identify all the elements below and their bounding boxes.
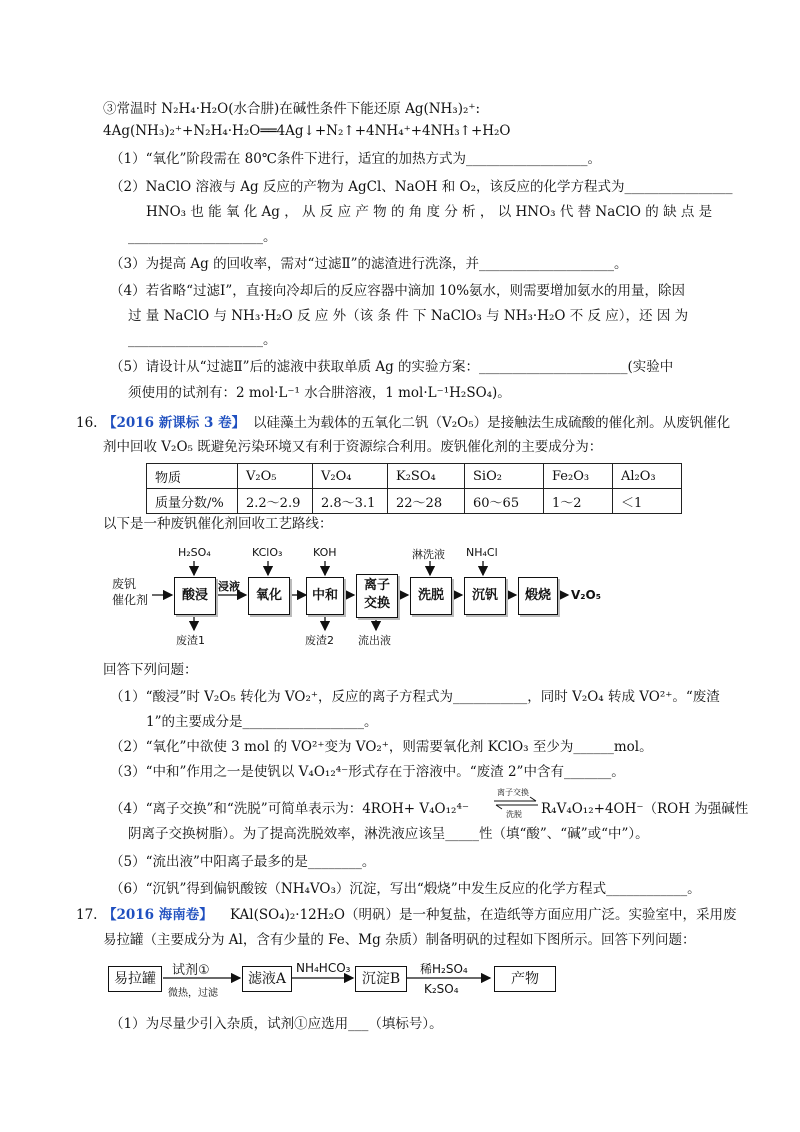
table-cell: 2.2～2.9 bbox=[238, 489, 313, 514]
heat-filter-label: 微热，过滤 bbox=[168, 988, 218, 999]
q16-sub1-line2: 1”的主要成分是__________________。 bbox=[146, 714, 378, 730]
flow-step-calcine: 煅烧 bbox=[518, 577, 558, 615]
q16-sub3: （3）“中和”作用之一是使钒以 V₄O₁₂⁴⁻形式存在于溶液中。“废渣 2”中含有_______。 bbox=[110, 764, 625, 780]
flow-start-label: 废钒 催化剂 bbox=[112, 577, 149, 607]
box-filtrate-a: 滤液A bbox=[242, 966, 292, 992]
table-cell: V₂O₄ bbox=[313, 464, 388, 489]
table-cell: 60～65 bbox=[465, 489, 544, 514]
outflow-liquid: 流出液 bbox=[358, 634, 391, 647]
q17-source-tag: 【2016 海南卷】 bbox=[103, 907, 213, 923]
q15-sub3: （3）为提高 Ag 的回收率，需对“过滤Ⅱ”的滤渣进行洗涤，并____________________。 bbox=[110, 256, 628, 272]
eq-label-elution: 洗脱 bbox=[506, 810, 522, 819]
q16-sub4-line2: 阴离子交换树脂）。为了提高洗脱效率，淋洗液应该呈_____性（填“酸”、“碱”或“中”）。 bbox=[128, 826, 649, 842]
intro-equation: 4Ag(NH₃)₂⁺+N₂H₄·H₂O══4Ag↓+N₂↑+4NH₄⁺+4NH₃↑+H₂O bbox=[103, 123, 511, 139]
q16-sub4-line1-pre: （4）“离子交换”和“洗脱”可简单表示为：4ROH+ V₄O₁₂⁴⁻ bbox=[110, 801, 469, 817]
table-cell: SiO₂ bbox=[465, 464, 544, 489]
table-cell: Al₂O₃ bbox=[613, 464, 682, 489]
flow-step-oxidation: 氧化 bbox=[248, 577, 290, 615]
q17-sub1: （1）为尽量少引入杂质，试剂①应选用___（填标号）。 bbox=[110, 1016, 443, 1032]
q15-sub4-line3: ____________________。 bbox=[128, 332, 277, 348]
reagent-koh: KOH bbox=[313, 546, 337, 559]
k2so4-label: K₂SO₄ bbox=[424, 982, 459, 996]
route-intro: 以下是一种废钒催化剂回收工艺路线： bbox=[103, 516, 333, 532]
flow-step-elution: 洗脱 bbox=[410, 577, 452, 615]
q17-stem-line1: KAl(SO₄)₂·12H₂O（明矾）是一种复盐，在造纸等方面应用广泛。实验室中，采用废 bbox=[230, 907, 737, 923]
q15-sub2-line2: HNO₃ 也 能 氧 化 Ag ， 从 反 应 产 物 的 角 度 分 析 ， 以 HNO₃ 代 替 NaClO 的 缺 点 是 bbox=[146, 204, 713, 220]
flow-step-ion-exchange: 离子 交换 bbox=[356, 574, 398, 618]
q17-stem-line2: 易拉罐（主要成分为 Al，含有少量的 Fe、Mg 杂质）制备明矾的过程如下图所示。回答下列问题： bbox=[103, 932, 696, 948]
q16-stem-line2: 剂中回收 V₂O₅ 既避免污染环境又有利于资源综合利用。废钒催化剂的主要成分为： bbox=[103, 439, 603, 455]
box-cans: 易拉罐 bbox=[108, 966, 162, 992]
reagent-kclo3: KClO₃ bbox=[252, 546, 283, 559]
q16-source-tag: 【2016 新课标 3 卷】 bbox=[103, 415, 246, 431]
table-cell: 22～28 bbox=[388, 489, 465, 514]
table-cell: 2.8～3.1 bbox=[313, 489, 388, 514]
intro-line-1: ③常温时 N₂H₄·H₂O(水合肼)在碱性条件下能还原 Ag(NH₃)₂⁺: bbox=[103, 101, 481, 117]
answer-intro: 回答下列问题： bbox=[103, 662, 198, 678]
q15-sub4-line1: （4）若省略“过滤Ⅰ”，直接向冷却后的反应容器中滴加 10%氨水，则需要增加氨水的用量，除因 bbox=[110, 283, 686, 299]
reagent-1-label: 试剂① bbox=[172, 963, 210, 978]
q16-sub2: （2）“氧化”中欲使 3 mol 的 VO²⁺变为 VO₂⁺，则需要氧化剂 KClO₃ 至少为______mol。 bbox=[110, 739, 653, 755]
q15-sub5-line2: 须使用的试剂有：2 mol·L⁻¹ 水合肼溶液，1 mol·L⁻¹H₂SO₄)。 bbox=[128, 385, 511, 401]
q15-sub5-line1: （5）请设计从“过滤Ⅱ”后的滤液中获取单质 Ag 的实验方案：______________________(实验中 bbox=[110, 359, 674, 375]
q17-number: 17. bbox=[76, 907, 98, 923]
table-cell: ＜1 bbox=[613, 489, 682, 514]
q15-sub4-line2: 过 量 NaClO 与 NH₃·H₂O 反 应 外（该 条 件 下 NaClO₃ 与 NH₃·H₂O 不 反 应），还 因 为 bbox=[128, 308, 689, 324]
table-cell: 质量分数/% bbox=[147, 489, 238, 514]
q16-sub4-line1-post: R₄V₄O₁₂+4OH⁻（ROH 为强碱性 bbox=[541, 801, 749, 817]
box-precipitate-b: 沉淀B bbox=[355, 966, 407, 992]
reagent-eluent: 淋洗液 bbox=[412, 548, 445, 561]
table-cell: 1～2 bbox=[544, 489, 613, 514]
table-cell: V₂O₅ bbox=[238, 464, 313, 489]
nh4hco3-label: NH₄HCO₃ bbox=[296, 961, 351, 975]
q15-sub1: （1）“氧化”阶段需在 80℃条件下进行，适宜的加热方式为__________________。 bbox=[110, 151, 601, 167]
dilute-h2so4-label: 稀H₂SO₄ bbox=[420, 962, 468, 976]
q15-sub2-line3: ____________________。 bbox=[128, 229, 277, 245]
flow-step-precipitate-v: 沉钒 bbox=[464, 577, 506, 615]
q16-sub6: （6）“沉钒”得到偏钒酸铵（NH₄VO₃）沉淀，写出“煅烧”中发生反应的化学方程式____________。 bbox=[110, 881, 701, 897]
q16-sub5: （5）“流出液”中阳离子最多的是________。 bbox=[110, 854, 376, 870]
q16-stem-line1: 以硅藻土为载体的五氧化二钒（V₂O₅）是接触法生成硫酸的催化剂。从废钒催化 bbox=[253, 415, 731, 431]
flow-step-acid-leach: 酸浸 bbox=[174, 577, 216, 615]
q16-number: 16. bbox=[76, 415, 98, 431]
reagent-nh4cl: NH₄Cl bbox=[466, 546, 498, 559]
flow-product: V₂O₅ bbox=[571, 588, 601, 602]
table-cell: K₂SO₄ bbox=[388, 464, 465, 489]
q15-sub2-line1: （2）NaClO 溶液与 Ag 反应的产物为 AgCl、NaOH 和 O₂，该反应的化学方程式为________________ bbox=[110, 179, 733, 195]
waste-residue-1: 废渣1 bbox=[176, 634, 205, 647]
q16-sub1-line1: （1）“酸浸”时 V₂O₅ 转化为 VO₂⁺，反应的离子方程式为___________，同时 V₂O₄ 转成 VO²⁺。“废渣 bbox=[110, 689, 720, 705]
flow-step-neutralize: 中和 bbox=[306, 577, 344, 615]
waste-residue-2: 废渣2 bbox=[305, 634, 334, 647]
box-product: 产物 bbox=[494, 966, 556, 992]
arrow-label-leachate: 浸液 bbox=[218, 580, 240, 593]
table-cell: Fe₂O₃ bbox=[544, 464, 613, 489]
reagent-h2so4: H₂SO₄ bbox=[178, 546, 211, 559]
eq-label-ion-exchange: 离子交换 bbox=[497, 788, 529, 797]
table-cell: 物质 bbox=[147, 464, 238, 489]
